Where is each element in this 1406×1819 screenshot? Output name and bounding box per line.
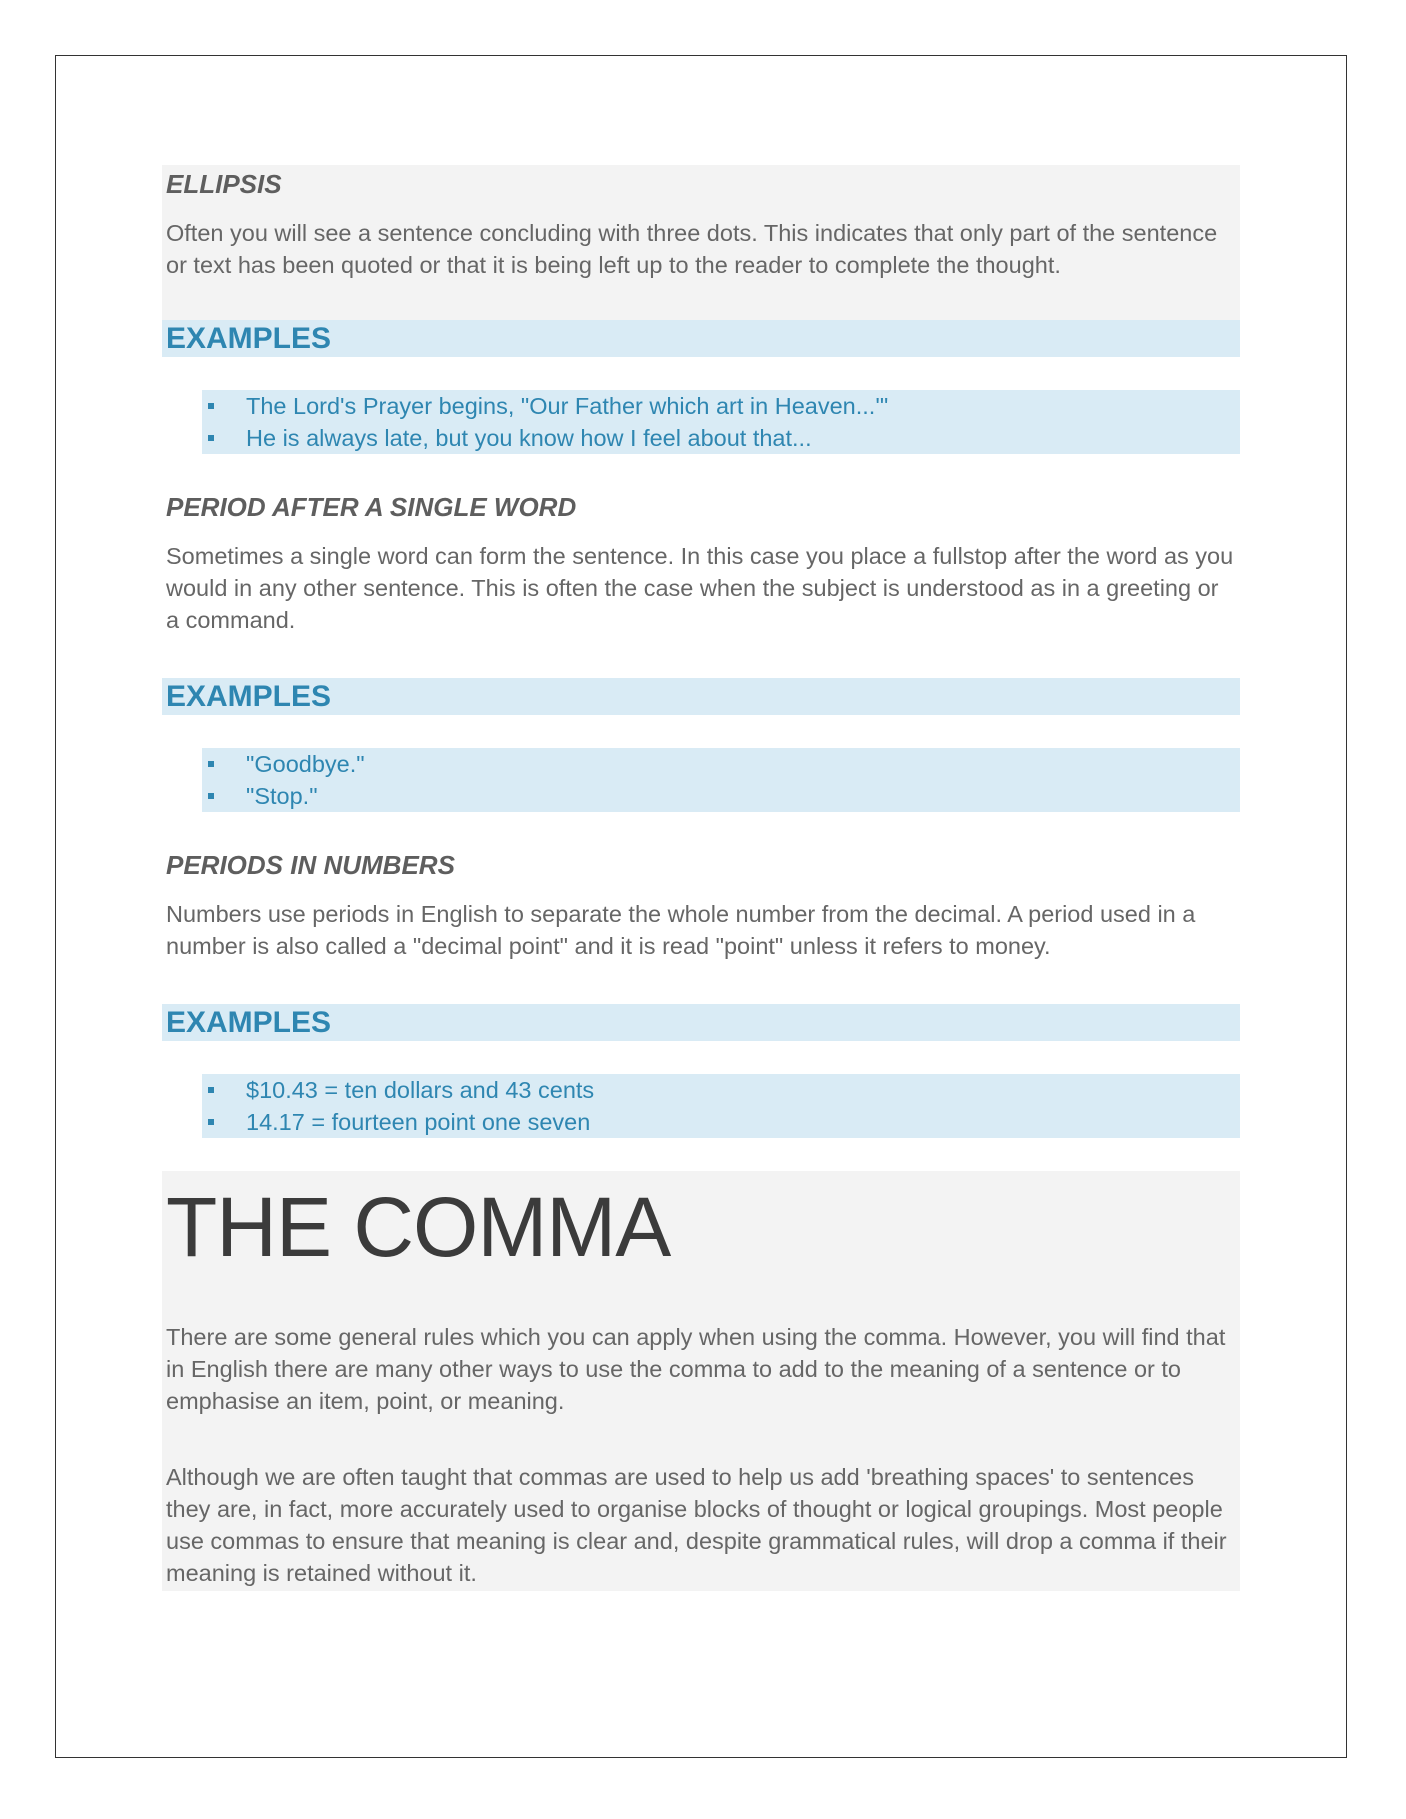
document-content	[162, 165, 1240, 1591]
comma-paragraph-1: There are some general rules which you can apply when using the comma. However, you will find that in English there are many other ways to use the comma to add to the meaning of a sentence or to emphasise an item, point, or meaning.	[166, 1324, 1226, 1414]
example-text: "Stop."	[246, 783, 318, 809]
examples-heading-numbers: EXAMPLES	[162, 1004, 1240, 1041]
square-bullet-icon	[208, 435, 214, 441]
square-bullet-icon	[208, 1087, 214, 1093]
section-heading-single-word: PERIOD AFTER A SINGLE WORD	[166, 492, 577, 522]
section-heading-ellipsis: ELLIPSIS	[166, 169, 282, 199]
single-word-block	[162, 488, 1240, 636]
examples-list-numbers	[202, 1074, 1240, 1138]
example-text: $10.43 = ten dollars and 43 cents	[246, 1077, 595, 1103]
example-text: The Lord's Prayer begins, "Our Father which art in Heaven...'"	[246, 393, 889, 419]
examples-heading-ellipsis: EXAMPLES	[162, 320, 1240, 357]
example-text: 14.17 = fourteen point one seven	[246, 1109, 591, 1135]
numbers-block	[162, 846, 1240, 962]
comma-paragraph-2: Although we are often taught that commas are used to help us add 'breathing spaces' to sentences they are, in fact, more accurately used to organise blocks of thought or logical groupings. Most people use commas to ensure that meaning is clear and, despite grammatical rules, will drop a comma if their meaning is retained without it.	[166, 1464, 1227, 1586]
section-paragraph-ellipsis: Often you will see a sentence concluding with three dots. This indicates that only part of the sentence or text has been quoted or that it is being left up to the reader to complete the thought.	[166, 220, 1218, 278]
section-paragraph-numbers: Numbers use periods in English to separate the whole number from the decimal. A period used in a number is also called a "decimal point" and it is read "point" unless it refers to money.	[166, 901, 1196, 959]
section-paragraph-single-word: Sometimes a single word can form the sentence. In this case you place a fullstop after the word as you would in any other sentence. This is often the case when the subject is understood as in a greeting or a command.	[166, 543, 1234, 633]
list-item	[202, 1106, 1240, 1138]
list-item	[202, 422, 1240, 454]
ellipsis-block	[162, 165, 1240, 320]
section-heading-numbers: PERIODS IN NUMBERS	[166, 850, 455, 880]
list-item	[202, 748, 1240, 780]
examples-list-single-word	[202, 748, 1240, 812]
square-bullet-icon	[208, 793, 214, 799]
square-bullet-icon	[208, 761, 214, 767]
examples-heading-single-word: EXAMPLES	[162, 678, 1240, 715]
comma-block	[162, 1171, 1240, 1591]
example-text: "Goodbye."	[246, 751, 365, 777]
square-bullet-icon	[208, 403, 214, 409]
example-text: He is always late, but you know how I feel about that...	[246, 425, 812, 451]
list-item	[202, 390, 1240, 422]
list-item	[202, 1074, 1240, 1106]
examples-list-ellipsis	[202, 390, 1240, 454]
square-bullet-icon	[208, 1119, 214, 1125]
list-item	[202, 780, 1240, 812]
page-title: THE COMMA	[166, 1180, 671, 1274]
